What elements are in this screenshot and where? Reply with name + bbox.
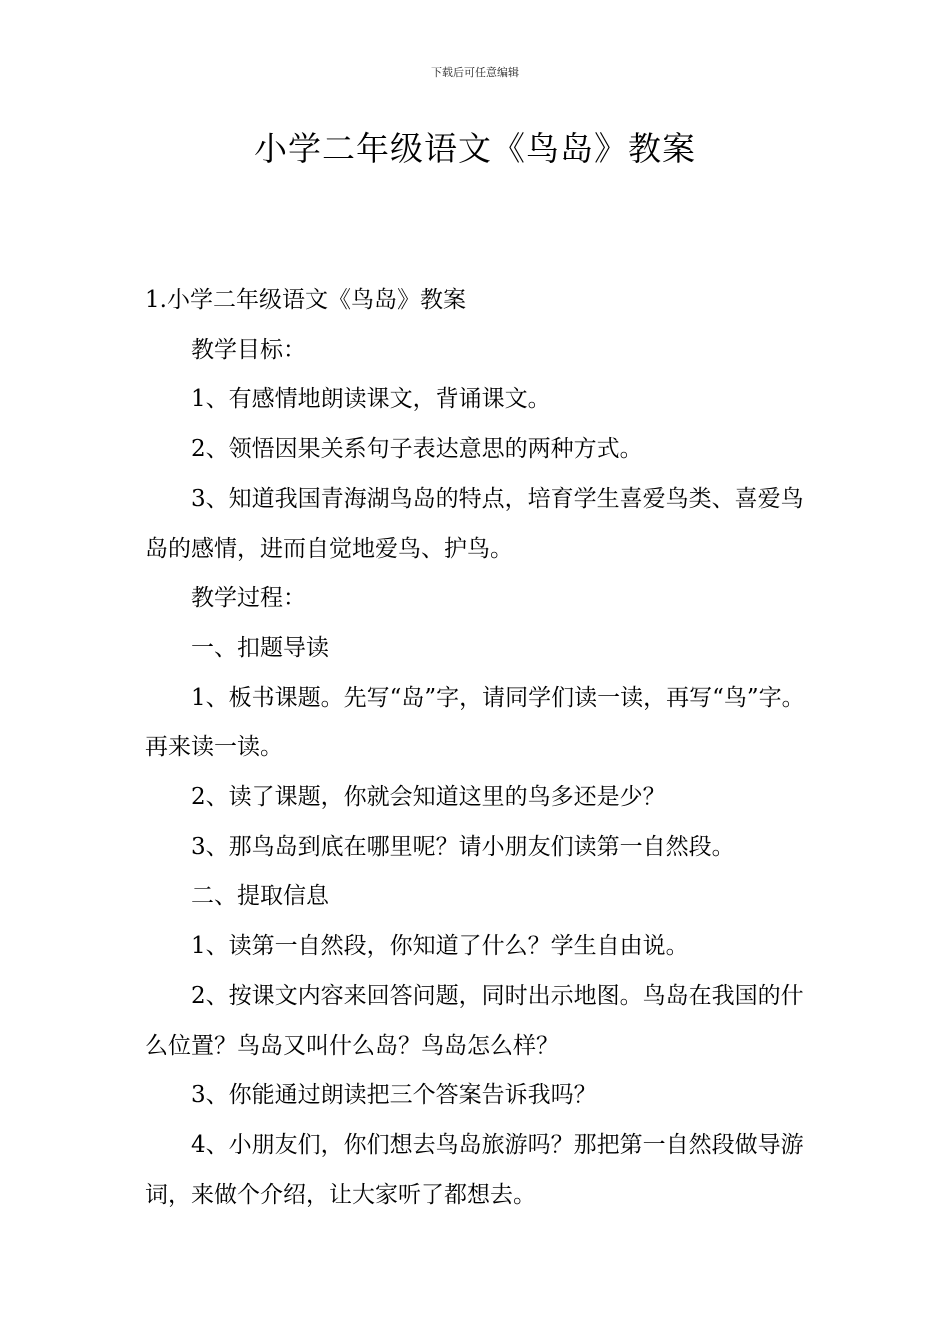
paragraph: 1、有感情地朗读课文，背诵课文。: [191, 386, 551, 413]
paragraph: 2、按课文内容来回答问题，同时出示地图。鸟岛在我国的什么位置？鸟岛又叫什么岛？鸟岛怎么样？: [145, 982, 804, 1059]
document-title: 小学二年级语文《鸟岛》教案: [254, 129, 696, 168]
paragraph: 4、小朋友们，你们想去鸟岛旅游吗？那把第一自然段做导游词，来做个介绍，让大家听了都想去。: [145, 1131, 804, 1208]
paragraph: 一、扣题导读: [191, 634, 329, 661]
document-body: [145, 276, 810, 1220]
paragraph: 1、读第一自然段，你知道了什么？学生自由说。: [191, 933, 689, 960]
paragraph: 二、提取信息: [191, 883, 329, 910]
header-note: 下载后可任意编辑: [431, 66, 519, 79]
paragraph: 3、知道我国青海湖鸟岛的特点，培育学生喜爱鸟类、喜爱鸟岛的感情，进而自觉地爱鸟、护鸟。: [145, 485, 804, 562]
paragraph: 2、领悟因果关系句子表达意思的两种方式。: [191, 436, 643, 463]
paragraph: 3、那鸟岛到底在哪里呢？请小朋友们读第一自然段。: [191, 833, 735, 860]
paragraph: 教学目标：: [191, 336, 306, 363]
paragraph: 教学过程：: [191, 585, 306, 612]
paragraph: 2、读了课题，你就会知道这里的鸟多还是少？: [191, 784, 666, 811]
paragraph: 3、你能通过朗读把三个答案告诉我吗？: [191, 1082, 597, 1109]
section-heading: 1.小学二年级语文《鸟岛》教案: [145, 287, 466, 313]
paragraph: 1、板书课题。先写“岛”字，请同学们读一读，再写“鸟”字。再来读一读。: [145, 684, 805, 761]
